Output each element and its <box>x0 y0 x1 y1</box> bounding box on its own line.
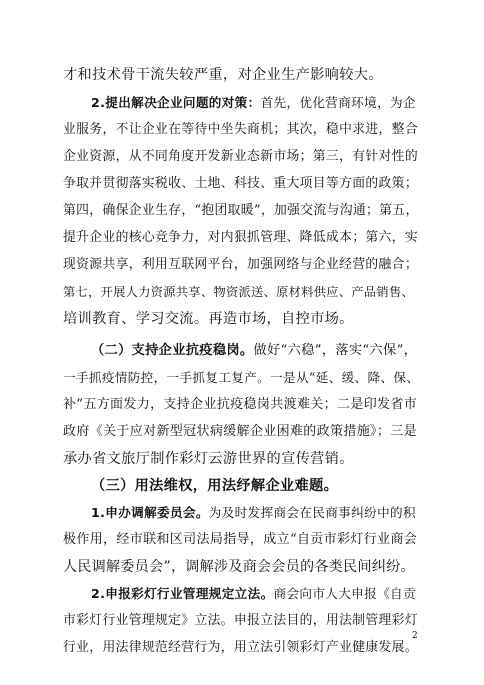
heading-run: （二）支持企业抗疫稳岗。 <box>91 343 254 358</box>
text-segment: 行业，用法律规范经营行为，用立法引领彩灯产业健康发展。 <box>63 640 418 655</box>
heading-run: 1.申办调解委员会。 <box>91 505 209 520</box>
text-line-12 <box>63 368 419 388</box>
text-segment: 业服务，不让企业在等待中坐失商机；其次，稳中求进，整合 <box>63 122 418 137</box>
text-line-14 <box>63 422 419 442</box>
text-line-13 <box>63 395 419 415</box>
text-line-9 <box>63 282 419 302</box>
text-line-17 <box>91 503 419 523</box>
text-segment: 才和技术骨干流失较严重，对企业生产影响较大。 <box>63 67 383 83</box>
text-segment: 第七，开展人力资源共享、物资派送、原材料供应、产品销售、 <box>63 285 415 299</box>
text-line-5 <box>63 174 419 194</box>
text-line-15 <box>63 449 419 469</box>
text-line-10 <box>63 309 419 329</box>
text-segment: 第四，确保企业生存，“抱团取暖”，加强交流与沟通；第五， <box>63 203 419 218</box>
text-line-20 <box>91 584 419 604</box>
text-segment: 现资源共享，利用互联网平台，加强网络与企业经营的融合； <box>63 257 418 272</box>
text-line-7 <box>63 228 419 248</box>
text-line-11 <box>91 341 419 361</box>
text-line-22 <box>63 638 419 658</box>
text-segment: 极作用，经市联和区司法局指导，成立“自贡市彩灯行业商会 <box>63 532 418 547</box>
text-line-8 <box>63 255 419 275</box>
page-number: 2 <box>412 631 418 641</box>
text-segment: 政府《关于应对新型冠状病缓解企业困难的政策措施》；三是 <box>63 424 417 439</box>
text-line-6 <box>63 201 419 221</box>
text-segment: 市彩灯行业管理规定》立法。申报立法目的，用法制管理彩灯 <box>63 613 418 628</box>
text-line-3 <box>63 120 419 140</box>
text-line-19 <box>63 557 419 577</box>
text-segment: 为及时发挥商会在民商事纠纷中的积 <box>208 505 416 520</box>
text-segment: 人民调解委员会”，调解涉及商会会员的各类民间纠纷。 <box>63 559 415 575</box>
text-segment: 补”五方面发力，支持企业抗疫稳岗共渡难关；二是印发省市 <box>63 397 418 412</box>
text-line-1 <box>63 65 419 85</box>
text-segment: 承办省文旅厅制作彩灯云游世界的宣传营销。 <box>63 451 354 467</box>
text-segment: 做好“六稳”，落实“六保”， <box>253 343 418 358</box>
text-segment: 首先，优化营商环境，为企 <box>260 95 416 110</box>
text-line-4 <box>63 147 419 167</box>
text-line-18 <box>63 530 419 550</box>
text-line-16 <box>91 476 419 496</box>
text-segment: 一手抓疫情防控，一手抓复工复产。一是从“延、缓、降、保、 <box>63 370 420 385</box>
heading-run: 2.提出解决企业问题的对策： <box>91 95 261 110</box>
text-line-21 <box>63 611 419 631</box>
text-segment: 培训教育、学习交流。再造市场，自控市场。 <box>63 311 354 327</box>
text-segment: 争取并贯彻落实税收、土地、科技、重大项目等方面的政策； <box>63 176 418 191</box>
text-line-2 <box>91 93 419 113</box>
text-segment: 提升企业的核心竞争力，对内狠抓管理、降低成本；第六，实 <box>63 230 418 245</box>
heading-run: （三）用法维权，用法纾解企业难题。 <box>91 478 339 494</box>
text-segment: 企业资源，从不同角度开发新业态新市场；第三，有针对性的 <box>63 149 418 164</box>
heading-run: 2.申报彩灯行业管理规定立法。 <box>91 586 274 601</box>
text-segment: 商会向市人大申报《自贡 <box>273 586 416 601</box>
